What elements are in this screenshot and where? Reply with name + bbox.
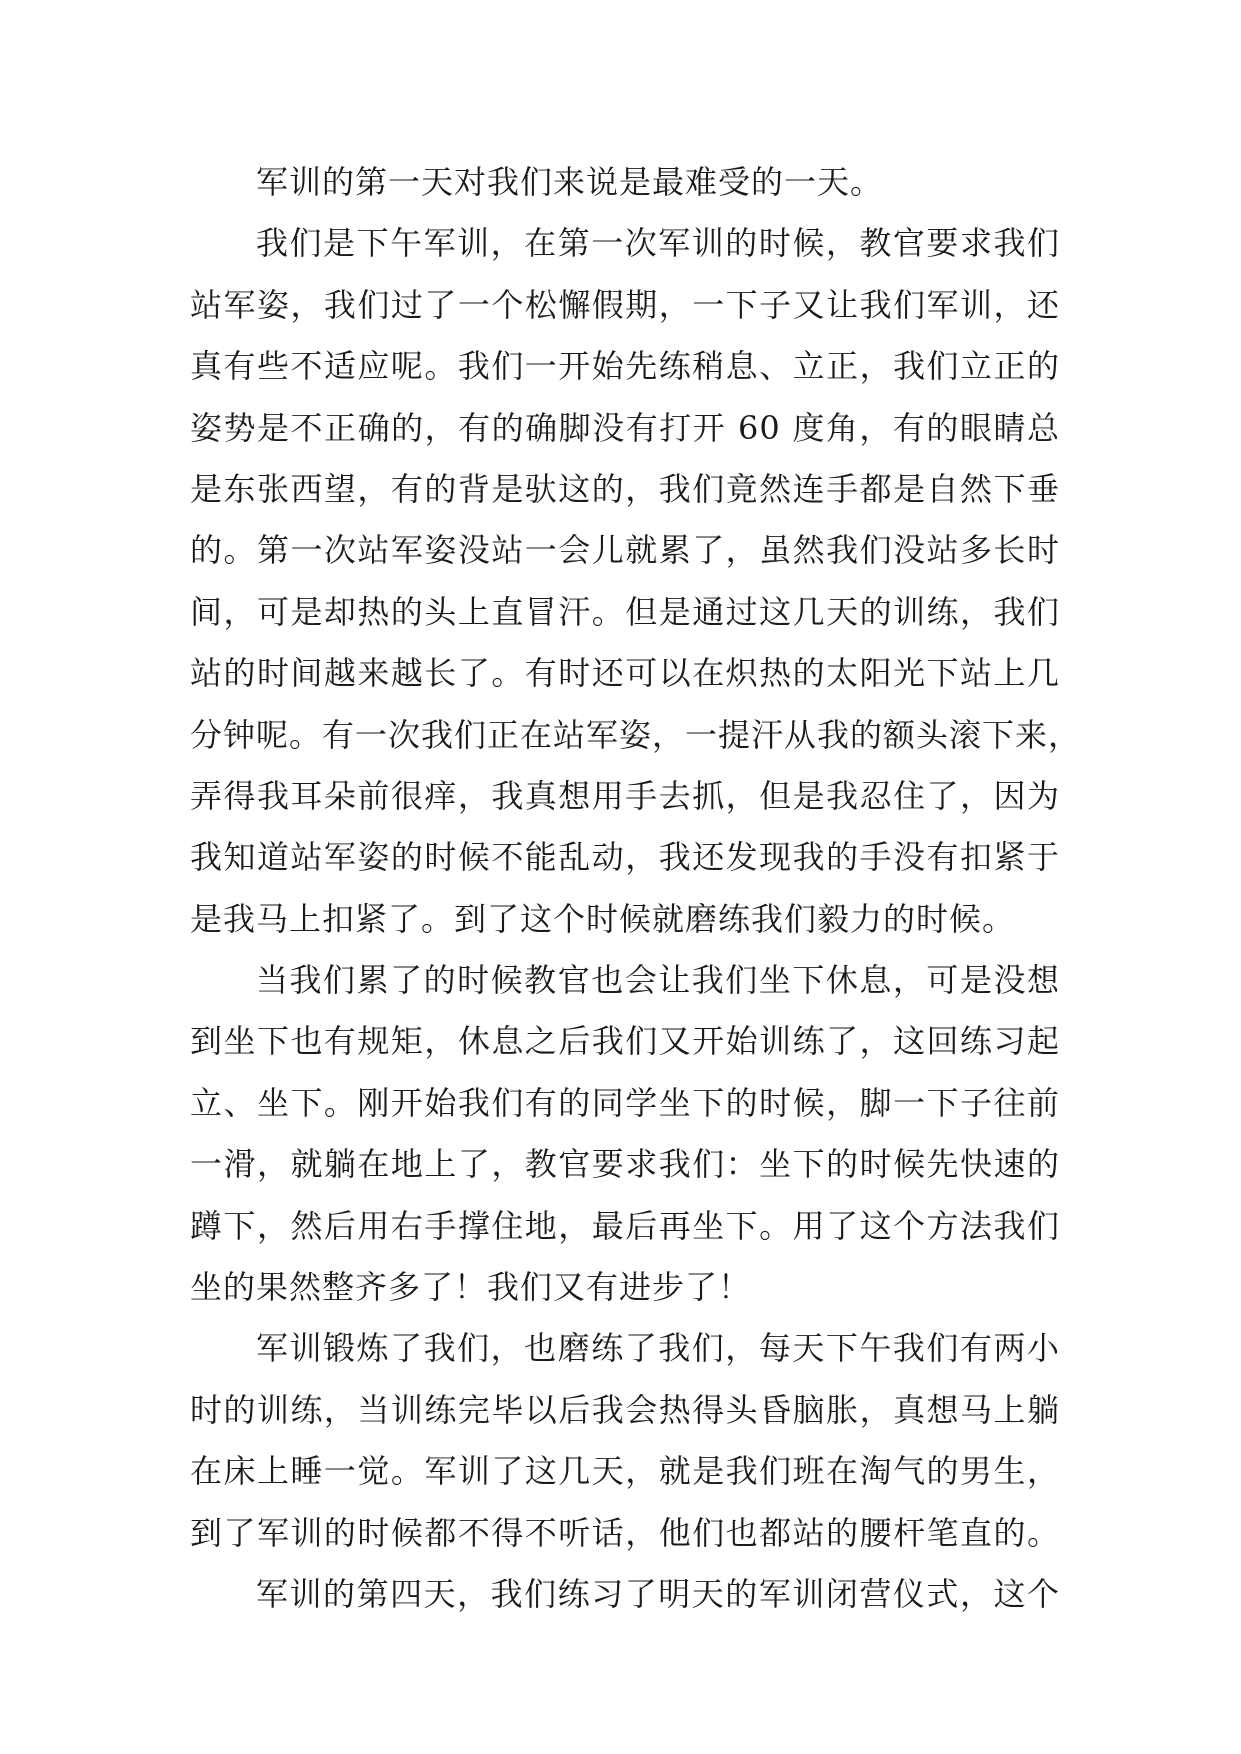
paragraph-2-line: 真有些不适应呢。我们一开始先练稍息、立正，我们立正的 <box>190 347 1060 386</box>
paragraph-2-line: 我们是下午军训，在第一次军训的时候，教官要求我们 <box>256 224 1060 263</box>
paragraph-4-line: 军训锻炼了我们，也磨练了我们，每天下午我们有两小 <box>256 1329 1060 1368</box>
paragraph-3-line: 一滑，就躺在地上了，教官要求我们：坐下的时候先快速的 <box>190 1145 1060 1184</box>
paragraph-2-line: 我知道站军姿的时候不能乱动，我还发现我的手没有扣紧于 <box>190 838 1060 877</box>
paragraph-5-line: 军训的第四天，我们练习了明天的军训闭营仪式，这个 <box>256 1574 1060 1613</box>
paragraph-2-line: 是我马上扣紧了。到了这个时候就磨练我们毅力的时候。 <box>190 899 1016 938</box>
paragraph-3-line: 当我们累了的时候教官也会让我们坐下休息，可是没想 <box>256 961 1060 1000</box>
paragraph-2-line: 的。第一次站军姿没站一会儿就累了，虽然我们没站多长时 <box>190 531 1060 570</box>
paragraph-2-line: 间，可是却热的头上直冒汗。但是通过这几天的训练，我们 <box>190 592 1060 631</box>
paragraph-4-line: 在床上睡一觉。军训了这几天，就是我们班在淘气的男生， <box>190 1452 1060 1491</box>
paragraph-4-line: 时的训练，当训练完毕以后我会热得头昏脑胀，真想马上躺 <box>190 1390 1060 1429</box>
paragraph-3-line: 到坐下也有规矩，休息之后我们又开始训练了，这回练习起 <box>190 1022 1060 1061</box>
paragraph-2-line: 分钟呢。有一次我们正在站军姿，一提汗从我的额头滚下来， <box>190 715 1082 754</box>
paragraph-2-line: 是东张西望，有的背是驮这的，我们竟然连手都是自然下垂 <box>190 469 1060 508</box>
paragraph-1-line: 军训的第一天对我们来说是最难受的一天。 <box>256 163 884 201</box>
paragraph-2-line: 弄得我耳朵前很痒，我真想用手去抓，但是我忍住了，因为 <box>190 776 1060 815</box>
paragraph-2-line: 姿势是不正确的，有的确脚没有打开 60 度角，有的眼睛总 <box>190 408 1060 447</box>
paragraph-2-line: 站军姿，我们过了一个松懈假期，一下子又让我们军训，还 <box>190 285 1060 324</box>
paragraph-3-line: 蹲下，然后用右手撑住地，最后再坐下。用了这个方法我们 <box>190 1206 1060 1245</box>
paragraph-3-line: 立、坐下。刚开始我们有的同学坐下的时候，脚一下子往前 <box>190 1083 1060 1122</box>
paragraph-3-line: 坐的果然整齐多了！我们又有进步了！ <box>190 1268 752 1307</box>
paragraph-4-line: 到了军训的时候都不得不听话，他们也都站的腰杆笔直的。 <box>190 1513 1060 1552</box>
paragraph-2-line: 站的时间越来越长了。有时还可以在炽热的太阳光下站上几 <box>190 654 1060 693</box>
document-body <box>190 152 1082 1625</box>
